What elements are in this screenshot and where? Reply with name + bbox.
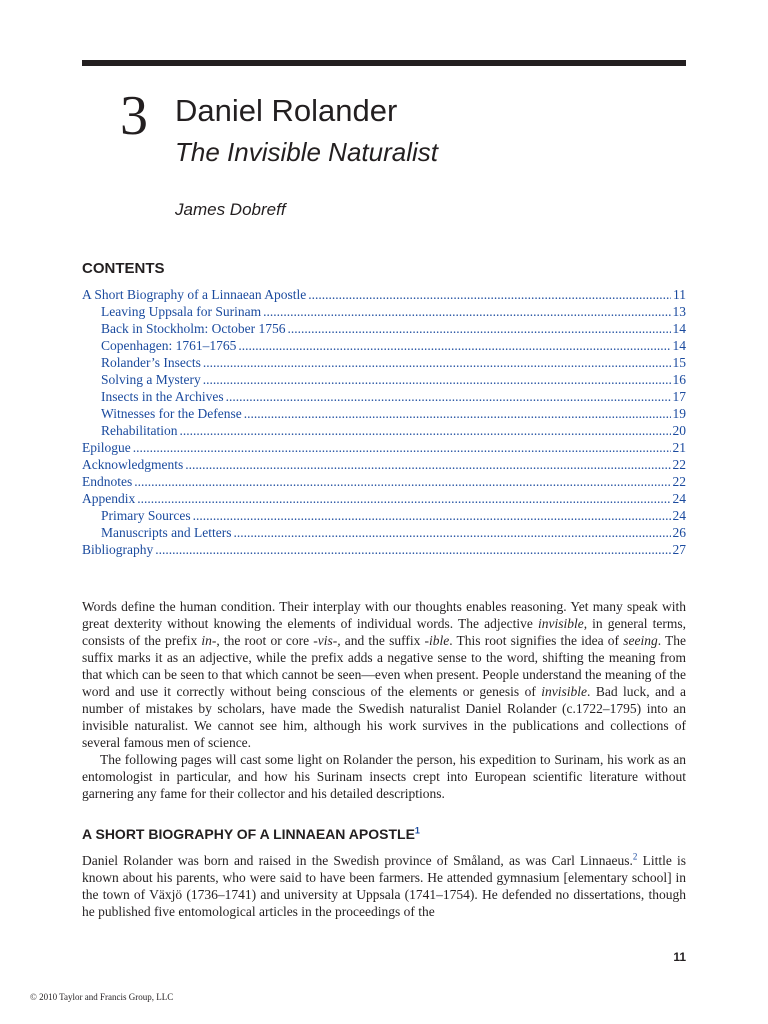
toc-dot-leader (226, 389, 671, 405)
toc-entry-label: Appendix (82, 491, 136, 506)
toc-entry-label: Insects in the Archives (101, 389, 224, 404)
toc-dot-leader (203, 372, 671, 388)
intro-paragraph-1 (82, 598, 686, 751)
toc-entry[interactable] (82, 474, 686, 491)
text-run: . This root signifies the idea of (449, 633, 624, 648)
toc-entry-label: Manuscripts and Letters (101, 525, 232, 540)
toc-entry[interactable] (82, 491, 686, 508)
author-name: James Dobreff (175, 200, 286, 219)
footnote-ref-2[interactable]: 2 (632, 851, 638, 862)
italic-term: -vis-, (313, 633, 341, 648)
toc-entry-label: Back in Stockholm: October 1756 (101, 321, 286, 336)
toc-entry[interactable] (82, 457, 686, 474)
toc-entry-page: 14 (672, 321, 686, 336)
text-run: Words define the human condition. Their interplay with our thoughts enables reasoning. Yet many speak with great dexterity without knowing the elements of individual words. The adjective (82, 599, 686, 631)
toc-entry-page: 15 (672, 355, 686, 370)
italic-term: seeing (623, 633, 658, 648)
toc-entry[interactable] (82, 406, 686, 423)
toc-entry-page: 21 (672, 440, 686, 455)
toc-entry-page: 20 (672, 423, 686, 438)
toc-entry-label: Rolander’s Insects (101, 355, 201, 370)
section-heading-text: A SHORT BIOGRAPHY OF A LINNAEAN APOSTLE (82, 826, 415, 842)
toc-dot-leader (287, 321, 670, 337)
text-run: . Bad luck, and a number of mistakes by scholars, have made the Swedish naturalist Daniel Rolander (c.1722–1795) into an invisible naturalist. We cannot see him, although his work survives in the publications and collections of several famous men of science. (82, 684, 686, 750)
italic-term: -ible (424, 633, 450, 648)
chapter-subtitle: The Invisible Naturalist (175, 137, 438, 167)
toc-entry-page: 26 (672, 525, 686, 540)
toc-dot-leader (137, 491, 670, 507)
toc-dot-leader (203, 355, 671, 371)
toc-dot-leader (133, 440, 671, 456)
toc-dot-leader (134, 474, 670, 490)
chapter-title: Daniel Rolander (175, 93, 398, 128)
toc-dot-leader (308, 287, 671, 303)
toc-entry[interactable] (82, 304, 686, 321)
toc-entry[interactable] (82, 440, 686, 457)
toc-entry[interactable] (82, 372, 686, 389)
toc-entry[interactable] (82, 355, 686, 372)
toc-entry[interactable] (82, 542, 686, 559)
toc-entry-page: 17 (672, 389, 686, 404)
text-run: and the suffix (340, 633, 425, 648)
toc-entry-page: 27 (672, 542, 686, 557)
toc-dot-leader (155, 542, 670, 558)
toc-dot-leader (238, 338, 670, 354)
toc-entry-page: 16 (672, 372, 686, 387)
toc-dot-leader (185, 457, 670, 473)
toc-entry[interactable] (82, 389, 686, 406)
contents-heading: CONTENTS (82, 260, 165, 277)
intro-paragraph-2: The following pages will cast some light on Rolander the person, his expedition to Surinam, his work as an entomologist in particular, and how his Surinam insects crept into European scientific literature without garnering any fame for their collector and his detailed descriptions. (82, 752, 686, 801)
toc-entry-label: Witnesses for the Defense (101, 406, 242, 421)
biography-text-1: Daniel Rolander was born and raised in the Swedish province of Småland, as was Carl Linnaeus. (82, 853, 633, 868)
text-run: , the root or core (216, 633, 314, 648)
toc-entry[interactable] (82, 321, 686, 338)
chapter-rule (82, 60, 686, 66)
toc-dot-leader (233, 525, 670, 541)
toc-entry-page: 22 (672, 457, 686, 472)
toc-entry-label: Bibliography (82, 542, 154, 557)
italic-term: invisible (541, 684, 588, 699)
toc-entry-page: 24 (672, 508, 686, 523)
toc-dot-leader (193, 508, 671, 524)
toc-entry-page: 13 (672, 304, 686, 319)
toc-dot-leader (244, 406, 671, 422)
toc-entry-label: Leaving Uppsala for Surinam (101, 304, 262, 319)
toc-entry-page: 14 (672, 338, 686, 353)
table-of-contents (82, 287, 686, 559)
toc-entry-label: Solving a Mystery (101, 372, 201, 387)
toc-entry-label: Primary Sources (101, 508, 191, 523)
toc-entry-label: Copenhagen: 1761–1765 (101, 338, 237, 353)
biography-paragraph (82, 852, 686, 920)
toc-dot-leader (263, 304, 670, 320)
italic-term: in- (201, 633, 217, 648)
toc-entry-label: Acknowledgments (82, 457, 184, 472)
biography-text-2: Little is known about his parents, who were said to have been farmers. He attended gymnasium [elementary school] in the town of Växjö (1736–1741) and university at Uppsala (1741–1754). He defended no dissertations, though he published five entomological articles in the proceedings of the (82, 853, 687, 919)
toc-dot-leader (180, 423, 671, 439)
text-run: , in general terms, consists of the prefix (82, 616, 686, 648)
toc-entry-page: 19 (672, 406, 686, 421)
chapter-number: 3 (120, 85, 148, 147)
section-heading (82, 826, 420, 842)
toc-entry[interactable] (82, 525, 686, 542)
toc-entry-page: 24 (672, 491, 686, 506)
copyright-notice: © 2010 Taylor and Francis Group, LLC (30, 992, 174, 1002)
page-number: 11 (673, 950, 686, 964)
toc-entry-label: Rehabilitation (101, 423, 178, 438)
toc-entry-label: A Short Biography of a Linnaean Apostle (82, 287, 307, 302)
toc-entry-page: 22 (672, 474, 686, 489)
toc-entry[interactable] (82, 423, 686, 440)
italic-term: invisible (537, 616, 584, 631)
footnote-ref-1[interactable]: 1 (414, 825, 420, 836)
toc-entry-label: Endnotes (82, 474, 133, 489)
toc-entry[interactable] (82, 508, 686, 525)
toc-entry-page: 11 (673, 287, 686, 302)
text-run: . The suffix marks it as an adjective, while the prefix adds a negative sense to the word, shifting the meaning from that which can be seen to that which cannot be seen—even when present. People understand the meaning of the word and use it correctly without being conscious of the elements or genesis of (82, 633, 686, 699)
toc-entry[interactable] (82, 287, 686, 304)
toc-entry-label: Epilogue (82, 440, 131, 455)
toc-entry[interactable] (82, 338, 686, 355)
